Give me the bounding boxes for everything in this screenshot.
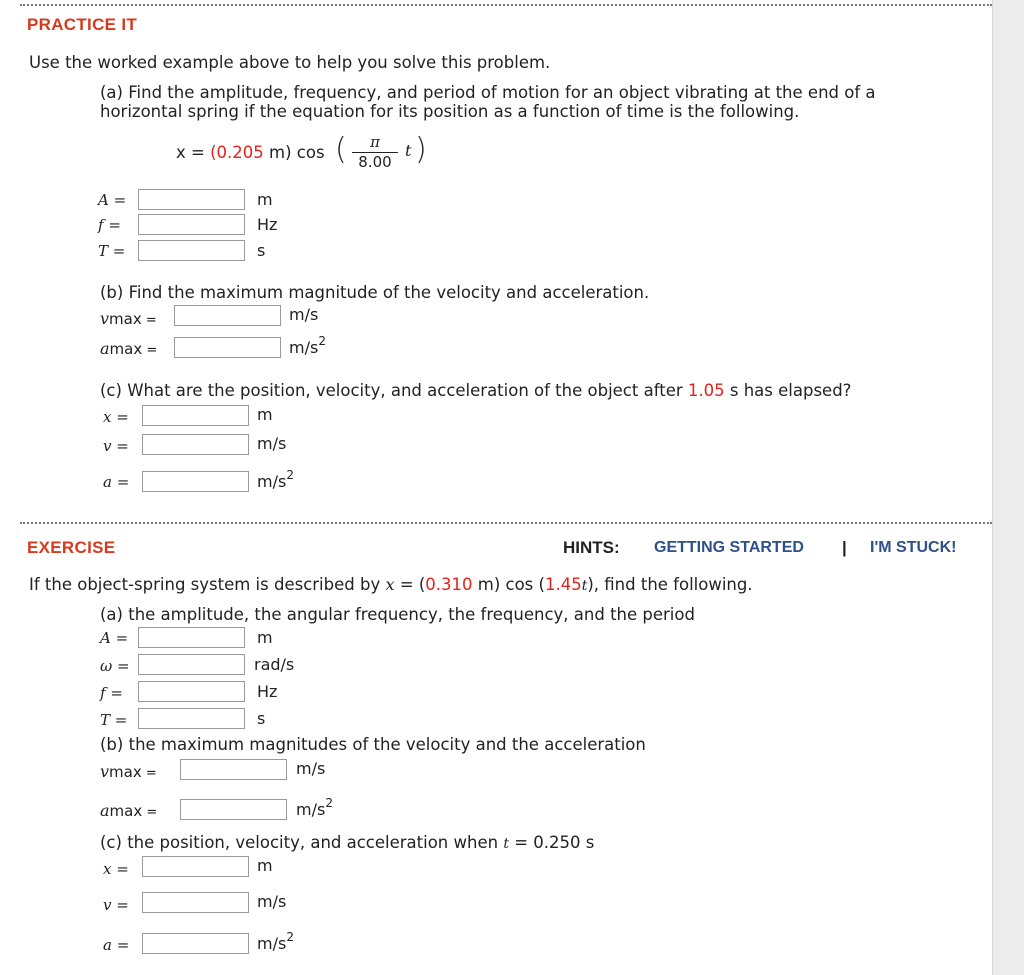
ex-label-period: T = (100, 711, 128, 729)
unit-vmax: m/s (289, 305, 319, 324)
hints-label: HINTS: (563, 538, 620, 557)
acceleration-a-input[interactable] (142, 471, 249, 492)
vmax-subscript: max (109, 310, 142, 328)
exercise-a-question: (a) the amplitude, the angular frequency, the frequency, and the period (100, 605, 695, 624)
label-velocity-v: v = (103, 437, 129, 455)
period-input[interactable] (138, 240, 245, 261)
practice-c-question-pre: (c) What are the position, velocity, and acceleration of the object after (100, 381, 688, 400)
ex-unit-amax-exponent: 2 (325, 796, 333, 810)
vmax-equals: = (141, 313, 157, 328)
unit-amax-base: m/s (289, 338, 319, 357)
exercise-c-question-pre: (c) the position, velocity, and acceleration when (100, 833, 504, 852)
hints-separator: | (842, 538, 847, 557)
eq-numerator: π (370, 133, 380, 151)
ex-omega-input[interactable] (138, 654, 245, 675)
practice-c-time-value: 1.05 (687, 381, 725, 400)
position-equation (176, 143, 325, 162)
exercise-c-t: t (503, 836, 509, 852)
exercise-intro-mid: m) cos ( (472, 575, 545, 594)
exercise-amplitude-value: 0.310 (425, 575, 473, 594)
practice-b-question: (b) Find the maximum magnitude of the velocity and acceleration. (100, 283, 650, 302)
ex-velocity-v-input[interactable] (142, 892, 249, 913)
ex-label-position-x: x = (103, 860, 129, 878)
eq-fraction (350, 133, 400, 171)
ex-amplitude-input[interactable] (138, 627, 245, 648)
ex-unit-acceleration-a-exponent: 2 (286, 930, 294, 944)
amax-subscript: max (109, 340, 143, 358)
eq-left-paren: ( (335, 132, 347, 167)
ex-unit-position-x: m (257, 856, 273, 875)
exercise-c-question-post: = 0.250 s (508, 833, 595, 852)
ex-acceleration-a-input[interactable] (142, 933, 249, 954)
exercise-intro-post: ), find the following. (587, 575, 753, 594)
ex-unit-frequency: Hz (257, 682, 278, 701)
label-vmax (100, 309, 157, 328)
amplitude-input[interactable] (138, 189, 245, 210)
exercise-b-question: (b) the maximum magnitudes of the velocity and the acceleration (100, 735, 646, 754)
ex-label-frequency: f = (100, 684, 123, 702)
ex-unit-omega: rad/s (254, 655, 295, 674)
ex-amax-subscript: max (109, 802, 143, 820)
ex-unit-vmax: m/s (296, 759, 326, 778)
exercise-omega-value: 1.45 (544, 575, 582, 594)
ex-label-amplitude: A = (100, 629, 129, 647)
ex-unit-velocity-v: m/s (257, 892, 287, 911)
unit-acceleration-a-exponent: 2 (286, 468, 294, 482)
exercise-intro-x: x (385, 575, 395, 594)
exercise-intro (29, 575, 753, 594)
ex-label-velocity-v: v = (103, 896, 129, 914)
ex-unit-period: s (257, 709, 266, 728)
ex-period-input[interactable] (138, 708, 245, 729)
exercise-heading: EXERCISE (27, 538, 116, 557)
im-stuck-link[interactable]: I'M STUCK! (870, 539, 957, 556)
eq-time-var: t (405, 141, 412, 160)
vmax-input[interactable] (174, 305, 281, 326)
unit-acceleration-a (257, 468, 294, 491)
ex-frequency-input[interactable] (138, 681, 245, 702)
top-dotted-divider (20, 4, 992, 6)
unit-period: s (257, 241, 266, 260)
exercise-intro-eq: = ( (394, 575, 426, 594)
ex-vmax-symbol: v (100, 762, 110, 781)
position-x-input[interactable] (142, 405, 249, 426)
unit-velocity-v: m/s (257, 434, 287, 453)
exercise-intro-pre: If the object-spring system is described by (29, 575, 386, 594)
ex-vmax-subscript: max (109, 763, 142, 781)
ex-vmax-equals: = (141, 766, 157, 781)
unit-frequency: Hz (257, 215, 278, 234)
label-amax (100, 339, 157, 358)
ex-amax-equals: = (142, 805, 158, 820)
unit-acceleration-a-base: m/s (257, 472, 287, 491)
label-amplitude: A = (98, 191, 127, 209)
ex-unit-amax (296, 796, 333, 819)
eq-right-paren: ) (415, 132, 427, 167)
label-period: T = (98, 242, 126, 260)
eq-amplitude-value: (0.205 (210, 143, 264, 162)
exercise-c-question (100, 833, 594, 852)
exercise-intro-t: t (581, 578, 588, 594)
ex-unit-acceleration-a-base: m/s (257, 934, 287, 953)
practice-a-question-line2: horizontal spring if the equation for its position as a function of time is the following. (100, 102, 800, 121)
practice-intro-text: Use the worked example above to help you solve this problem. (29, 53, 551, 72)
ex-label-amax (100, 801, 157, 820)
ex-unit-acceleration-a (257, 930, 294, 953)
ex-unit-amplitude: m (257, 628, 273, 647)
ex-label-vmax (100, 762, 157, 781)
unit-position-x: m (257, 405, 273, 424)
ex-amax-symbol: a (100, 801, 110, 820)
ex-unit-amax-base: m/s (296, 800, 326, 819)
eq-lhs: x = (176, 143, 211, 162)
getting-started-link[interactable]: GETTING STARTED (654, 539, 804, 556)
label-frequency: f = (98, 216, 121, 234)
exercise-dotted-divider (20, 522, 992, 524)
ex-vmax-input[interactable] (180, 759, 287, 780)
amax-input[interactable] (174, 337, 281, 358)
page-scrollbar-track[interactable] (992, 0, 1024, 975)
practice-c-question-post: s has elapsed? (724, 381, 852, 400)
practice-c-question (100, 381, 851, 400)
ex-amax-input[interactable] (180, 799, 287, 820)
label-position-x: x = (103, 408, 129, 426)
frequency-input[interactable] (138, 214, 245, 235)
amax-equals: = (142, 343, 158, 358)
ex-position-x-input[interactable] (142, 856, 249, 877)
eq-amplitude-unit: m) cos (263, 143, 325, 162)
unit-amplitude: m (257, 190, 273, 209)
eq-denominator: 8.00 (358, 153, 392, 171)
amax-symbol: a (100, 339, 110, 358)
velocity-v-input[interactable] (142, 434, 249, 455)
ex-label-acceleration-a: a = (103, 936, 130, 954)
unit-amax-exponent: 2 (318, 334, 326, 348)
hints-bar (563, 538, 620, 558)
vmax-symbol: v (100, 309, 110, 328)
practice-a-question-line1: (a) Find the amplitude, frequency, and period of motion for an object vibrating at the end of a (100, 83, 876, 102)
label-acceleration-a: a = (103, 473, 130, 491)
ex-label-omega: ω = (100, 657, 130, 675)
unit-amax (289, 334, 326, 357)
practice-it-heading: PRACTICE IT (27, 15, 138, 34)
